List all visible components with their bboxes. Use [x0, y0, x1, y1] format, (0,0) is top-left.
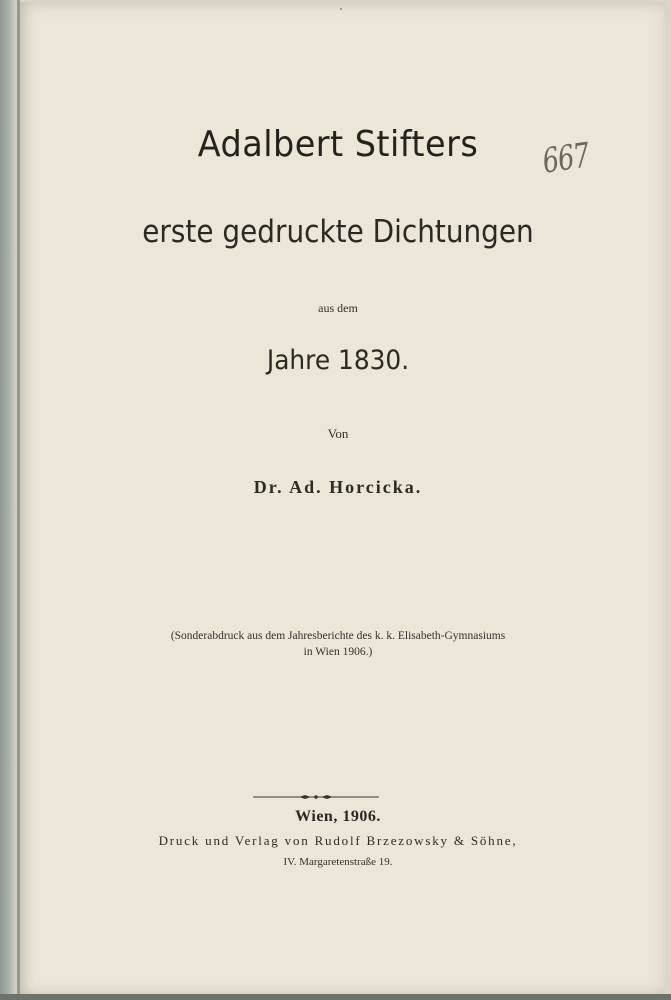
scan-bottom-edge — [0, 994, 671, 1000]
year-line: Jahre 1830. — [266, 345, 410, 376]
author-name: Dr. Ad. Horcicka. — [253, 477, 423, 497]
publisher-line: Druck und Verlag von Rudolf Brzezowsky & Söhne, — [158, 833, 518, 848]
place-and-date: Wien, 1906. — [295, 808, 381, 825]
handwritten-shelfmark: 667 — [540, 135, 592, 182]
book-title: Adalbert Stifters — [197, 124, 479, 165]
by-text: Von — [327, 426, 349, 441]
publisher-address: IV. Margaretenstraße 19. — [283, 856, 393, 868]
offprint-note-line2: in Wien 1906.) — [303, 646, 373, 658]
paper-speck — [340, 8, 342, 10]
connector-text: aus dem — [318, 301, 358, 315]
offprint-note-line1: (Sonderabdruck aus dem Jahresberichte des k. k. Elisabeth-Gymnasiums — [170, 630, 506, 642]
ornament-rule — [253, 794, 379, 800]
book-subtitle: erste gedruckte Dichtungen — [142, 214, 534, 250]
